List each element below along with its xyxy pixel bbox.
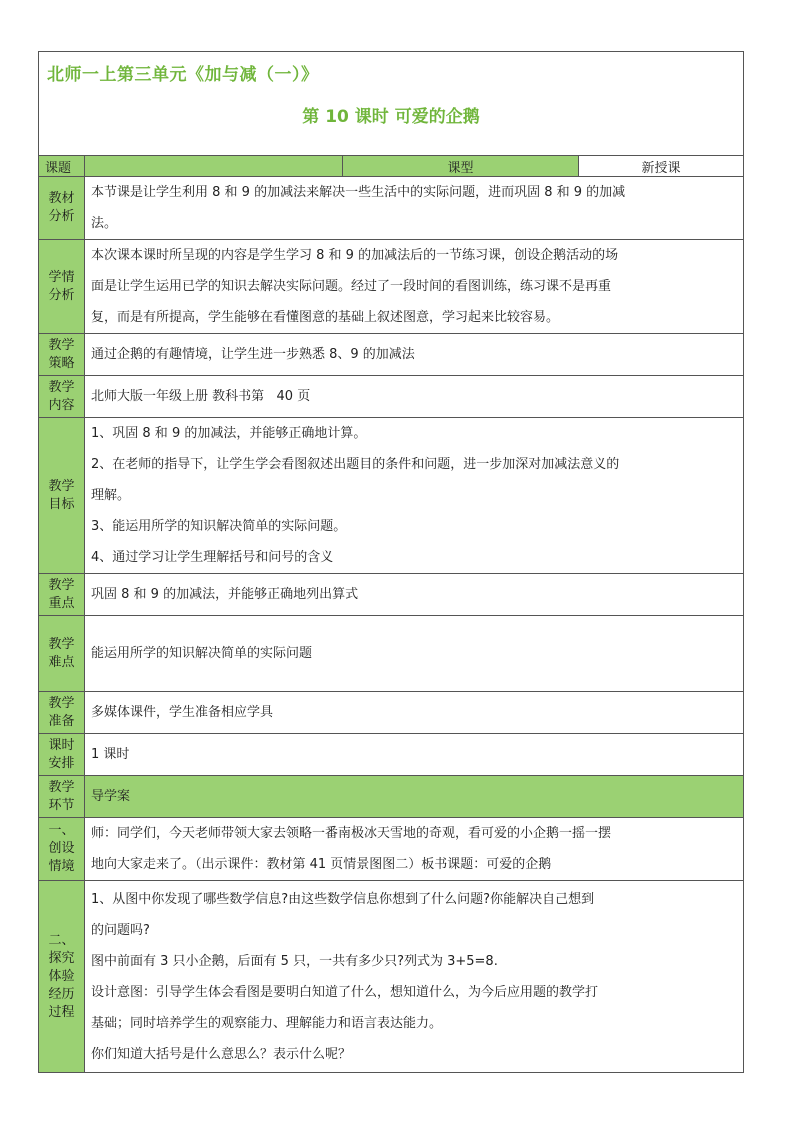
topic-value [85, 156, 343, 177]
row-strategy [39, 334, 744, 376]
row-intro [39, 818, 744, 881]
row-content: 师：同学们，今天老师带领大家去领略一番南极冰天雪地的奇观，看可爱的小企鹅一摇一摆 地向大家走来了。（出示课件：教材第 41 页情景图图二）板书课题：可爱的企鹅 [85, 818, 744, 881]
row-label: 课时 安排 [39, 734, 85, 776]
row-content: 1、巩固 8 和 9 的加减法，并能够正确地计算。 2、在老师的指导下，让学生学会看图叙述出题目的条件和问题，进一步加深对加减法意义的 理解。 3、能运用所学的知识解决简单的实际问题。 4、通过学习让学生理解括号和问号的含义 [85, 418, 744, 574]
row-label: 教学 准备 [39, 692, 85, 734]
row-content: 巩固 8 和 9 的加减法，并能够正确地列出算式 [85, 574, 744, 616]
type-value: 新授课 [579, 156, 744, 177]
row-label: 教学 重点 [39, 574, 85, 616]
row-difficulty [39, 616, 744, 692]
row-label: 教学 目标 [39, 418, 85, 574]
row-content: 能运用所学的知识解决简单的实际问题 [85, 616, 744, 692]
row-label: 教学 环节 [39, 776, 85, 818]
row-label: 学情 分析 [39, 240, 85, 334]
row-explore [39, 881, 744, 1073]
row-stage [39, 776, 744, 818]
row-key-points [39, 574, 744, 616]
row-label: 教学 难点 [39, 616, 85, 692]
row-content: 1、从图中你发现了哪些数学信息?由这些数学信息你想到了什么问题?你能解决自己想到 的问题吗? 图中前面有 3 只小企鹅，后面有 5 只，一共有多少只?列式为 3+5=8. 设计意图：引导学生体会看图是要明白知道了什么，想知道什么，为今后应用题的教学打 基础；同时培养学生的观察能力、理解能力和语言表达能力。 你们知道大括号是什么意思么？表示什么呢？ [85, 881, 744, 1073]
row-content: 本次课本课时所呈现的内容是学生学习 8 和 9 的加减法后的一节练习课，创设企鹅活动的场 面是让学生运用已学的知识去解决实际问题。经过了一段时间的看图训练，练习课不是再重 复，而是有所提高，学生能够在看懂图意的基础上叙述图意，学习起来比较容易。 [85, 240, 744, 334]
topic-label: 课题 [39, 156, 85, 177]
row-content: 导学案 [85, 776, 744, 818]
type-label: 课型 [343, 156, 579, 177]
row-material [39, 177, 744, 240]
row-label: 一、 创设 情境 [39, 818, 85, 881]
row-content: 通过企鹅的有趣情境，让学生进一步熟悉 8、9 的加减法 [85, 334, 744, 376]
row-label: 教材 分析 [39, 177, 85, 240]
row-content: 北师大版一年级上册 教科书第 40 页 [85, 376, 744, 418]
lesson-plan-table [38, 51, 744, 1073]
row-label: 二、 探究 体验 经历 过程 [39, 881, 85, 1073]
row-prep [39, 692, 744, 734]
row-content: 本节课是让学生利用 8 和 9 的加减法来解决一些生活中的实际问题，进而巩固 8 和 9 的加减 法。 [85, 177, 744, 240]
lesson-subtitle: 第 10 课时 可爱的企鹅 [302, 107, 480, 127]
row-content: 多媒体课件，学生准备相应学具 [85, 692, 744, 734]
row-content: 1 课时 [85, 734, 744, 776]
row-hours [39, 734, 744, 776]
row-label: 教学 内容 [39, 376, 85, 418]
row-goals [39, 418, 744, 574]
row-label: 教学 策略 [39, 334, 85, 376]
main-title: 北师一上第三单元《加与减（一）》 [47, 65, 319, 85]
row-students [39, 240, 744, 334]
title-cell [39, 52, 744, 156]
row-contents [39, 376, 744, 418]
